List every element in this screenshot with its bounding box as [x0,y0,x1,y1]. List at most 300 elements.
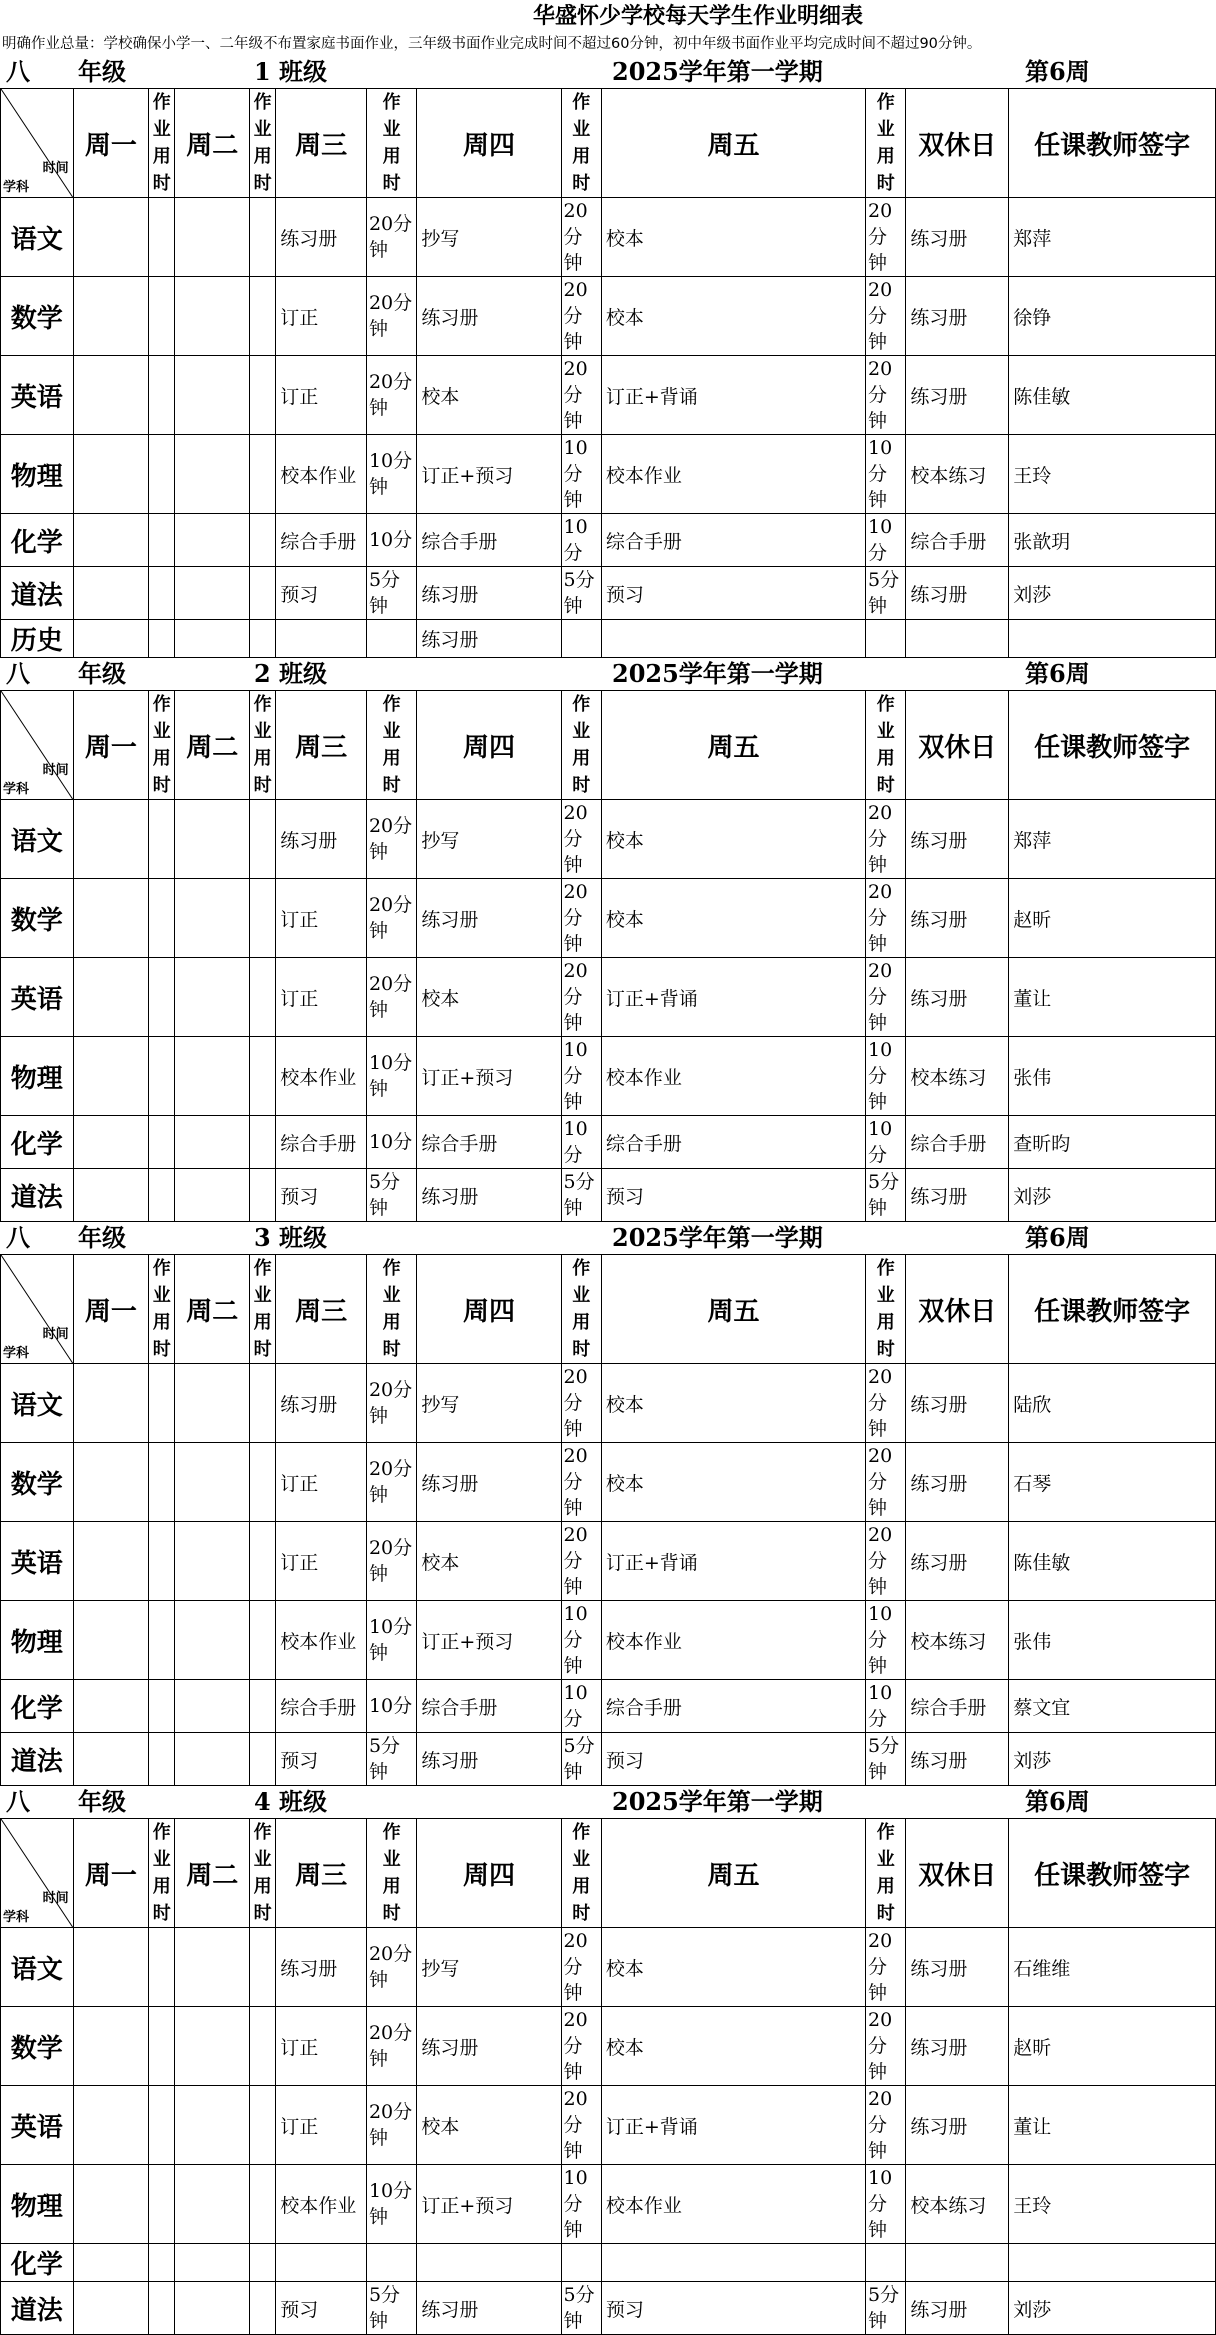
fri-time-cell: 20分钟 [866,356,906,435]
col-tue-time-header [250,691,276,800]
teacher-cell: 陈佳敏 [1009,1522,1216,1601]
tue-time-cell [250,2165,276,2244]
term-label: 2025学年第一学期 [612,659,823,688]
block-header [0,1222,1216,1254]
grade-value: 八 [6,1787,30,1816]
tue-time-cell [250,879,276,958]
mon-time-cell [149,2165,175,2244]
teacher-cell: 查昕昀 [1009,1116,1216,1169]
class-block [0,658,1216,1222]
subject-cell: 英语 [1,958,74,1037]
class-block [0,1786,1216,2335]
subject-cell: 数学 [1,1443,74,1522]
fri-cell: 预习 [601,1169,865,1222]
subject-cell: 语文 [1,198,74,277]
col-tue-time-text: 作业用时 [253,1258,272,1360]
mon-cell [73,2165,149,2244]
subject-row [1,1364,1216,1443]
col-wed-time-header [366,691,416,800]
subject-row [1,1601,1216,1680]
col-thu-header [417,1819,561,1928]
col-weekend-header [906,1255,1009,1364]
fri-cell: 校本作业 [601,435,865,514]
subject-row [1,356,1216,435]
col-thu-time-header [561,1255,601,1364]
subject-cell: 物理 [1,435,74,514]
wed-time-cell: 10分 [366,514,416,567]
subject-row [1,567,1216,620]
col-fri-time-text: 作业用时 [876,694,895,796]
tue-time-cell [250,1169,276,1222]
fri-time-cell: 20分钟 [866,277,906,356]
wed-time-cell: 20分钟 [366,1928,416,2007]
teacher-cell [1009,620,1216,658]
col-wed-text: 周三 [295,1860,348,1891]
fri-time-cell: 20分钟 [866,198,906,277]
fri-time-cell: 10分钟 [866,1601,906,1680]
teacher-cell: 赵昕 [1009,879,1216,958]
fri-cell: 预习 [601,2282,865,2335]
mon-cell [73,2282,149,2335]
tue-cell [175,277,250,356]
col-mon-time-header [149,1255,175,1364]
teacher-cell: 张伟 [1009,1037,1216,1116]
tue-time-cell [250,2007,276,2086]
tue-time-cell [250,620,276,658]
col-wed-time-header [366,1819,416,1928]
tue-time-cell [250,2282,276,2335]
thu-time-cell: 20分钟 [561,277,601,356]
tue-cell [175,2086,250,2165]
subject-row [1,1037,1216,1116]
teacher-cell: 王玲 [1009,435,1216,514]
mon-time-cell [149,1037,175,1116]
teacher-cell: 陈佳敏 [1009,356,1216,435]
wed-time-cell: 20分钟 [366,879,416,958]
col-tue-time-header [250,89,276,198]
teacher-cell: 董让 [1009,2086,1216,2165]
weekend-cell: 练习册 [906,1364,1009,1443]
thu-cell: 练习册 [417,1443,561,1522]
thu-cell: 抄写 [417,1364,561,1443]
fri-time-cell: 10分 [866,1116,906,1169]
thu-time-cell: 20分钟 [561,356,601,435]
col-weekend-text: 双休日 [918,130,997,161]
subject-cell: 历史 [1,620,74,658]
weekend-cell: 练习册 [906,2282,1009,2335]
col-tue-header [175,1819,250,1928]
thu-cell: 订正+预习 [417,1037,561,1116]
tue-time-cell [250,356,276,435]
thu-time-cell: 20分钟 [561,1364,601,1443]
tue-time-cell [250,1928,276,2007]
weekend-cell: 综合手册 [906,1116,1009,1169]
fri-time-cell [866,2244,906,2282]
weekend-cell: 练习册 [906,2086,1009,2165]
col-wed-time-text: 作业用时 [382,1822,401,1924]
week-label: 第6周 [1025,659,1090,688]
col-wed-header [276,691,367,800]
weekend-cell: 练习册 [906,1443,1009,1522]
col-tue-text: 周二 [186,1296,239,1327]
thu-time-cell: 20分钟 [561,800,601,879]
col-fri-time-text: 作业用时 [876,92,895,194]
tue-time-cell [250,567,276,620]
fri-cell: 订正+背诵 [601,356,865,435]
col-mon-time-text: 作业用时 [152,1258,171,1360]
mon-time-cell [149,958,175,1037]
wed-time-cell: 5分钟 [366,567,416,620]
weekend-cell: 练习册 [906,800,1009,879]
fri-time-cell: 20分钟 [866,2007,906,2086]
tue-cell [175,567,250,620]
subject-cell: 数学 [1,879,74,958]
grade-label: 年级 [78,1787,126,1816]
fri-cell: 校本 [601,879,865,958]
wed-cell: 预习 [276,1169,367,1222]
thu-time-cell: 20分钟 [561,1443,601,1522]
mon-time-cell [149,2007,175,2086]
wed-time-cell: 20分钟 [366,958,416,1037]
col-thu-text: 周四 [462,732,515,763]
col-mon-time-text: 作业用时 [152,92,171,194]
subject-row [1,2165,1216,2244]
tue-cell [175,2282,250,2335]
subject-cell: 物理 [1,1037,74,1116]
thu-time-cell: 5分钟 [561,567,601,620]
thu-cell: 订正+预习 [417,435,561,514]
col-teacher-text: 任课教师签字 [1034,1296,1191,1327]
fri-cell: 订正+背诵 [601,958,865,1037]
thu-time-cell: 20分钟 [561,2086,601,2165]
tue-cell [175,2165,250,2244]
col-wed-text: 周三 [295,130,348,161]
thu-cell: 练习册 [417,567,561,620]
mon-cell [73,1522,149,1601]
wed-cell [276,2244,367,2282]
wed-time-cell: 20分钟 [366,356,416,435]
fri-cell [601,2244,865,2282]
wed-cell: 综合手册 [276,1116,367,1169]
tue-cell [175,435,250,514]
tue-time-cell [250,1364,276,1443]
diag-time-label: 时间 [42,763,69,778]
subject-cell: 道法 [1,2282,74,2335]
col-tue-time-text: 作业用时 [253,1822,272,1924]
grade-label: 年级 [78,57,126,86]
weekend-cell: 练习册 [906,567,1009,620]
tue-time-cell [250,1522,276,1601]
mon-cell [73,567,149,620]
subject-cell: 道法 [1,567,74,620]
thu-time-cell: 20分钟 [561,958,601,1037]
mon-time-cell [149,198,175,277]
wed-cell: 预习 [276,567,367,620]
fri-cell: 校本 [601,1443,865,1522]
thu-time-cell: 10分钟 [561,435,601,514]
thu-cell: 校本 [417,2086,561,2165]
mon-time-cell [149,567,175,620]
subject-row [1,2244,1216,2282]
col-thu-time-text: 作业用时 [572,694,591,796]
fri-time-cell: 10分钟 [866,2165,906,2244]
wed-cell: 校本作业 [276,1037,367,1116]
wed-cell: 订正 [276,356,367,435]
col-thu-text: 周四 [462,1860,515,1891]
thu-cell: 练习册 [417,879,561,958]
thu-cell: 校本 [417,1522,561,1601]
tue-time-cell [250,198,276,277]
subject-row [1,620,1216,658]
tue-time-cell [250,1116,276,1169]
fri-time-cell: 5分钟 [866,2282,906,2335]
subject-row [1,1443,1216,1522]
fri-time-cell: 20分钟 [866,800,906,879]
weekend-cell: 练习册 [906,1733,1009,1786]
wed-cell: 预习 [276,2282,367,2335]
mon-cell [73,2244,149,2282]
col-fri-header [601,1255,865,1364]
fri-time-cell [866,620,906,658]
col-fri-time-text: 作业用时 [876,1258,895,1360]
weekend-cell: 综合手册 [906,1680,1009,1733]
thu-cell: 订正+预习 [417,1601,561,1680]
fri-cell: 校本 [601,2007,865,2086]
col-wed-header [276,1255,367,1364]
block-header [0,1786,1216,1818]
fri-cell [601,620,865,658]
wed-cell: 校本作业 [276,435,367,514]
diagonal-header-cell [1,1819,74,1928]
thu-time-cell: 10分 [561,1116,601,1169]
subject-row [1,198,1216,277]
diagonal-header-cell [1,1255,74,1364]
subject-cell: 化学 [1,1116,74,1169]
col-thu-time-header [561,1819,601,1928]
column-header-row [1,1819,1216,1928]
wed-time-cell: 10分钟 [366,435,416,514]
column-header-row [1,691,1216,800]
tue-cell [175,514,250,567]
mon-time-cell [149,1364,175,1443]
col-thu-time-header [561,89,601,198]
col-teacher-text: 任课教师签字 [1034,732,1191,763]
class-blocks [0,56,1216,2335]
wed-cell: 练习册 [276,1364,367,1443]
col-mon-text: 周一 [84,1860,137,1891]
column-header-row [1,89,1216,198]
col-tue-text: 周二 [186,130,239,161]
col-wed-text: 周三 [295,1296,348,1327]
mon-cell [73,198,149,277]
wed-cell: 预习 [276,1733,367,1786]
fri-time-cell: 5分钟 [866,1169,906,1222]
grade-value: 八 [6,57,30,86]
tue-cell [175,620,250,658]
col-mon-time-header [149,89,175,198]
tue-time-cell [250,958,276,1037]
mon-cell [73,1169,149,1222]
thu-cell: 练习册 [417,277,561,356]
subject-row [1,800,1216,879]
thu-cell: 校本 [417,958,561,1037]
thu-cell: 练习册 [417,2007,561,2086]
thu-cell: 抄写 [417,800,561,879]
block-header [0,56,1216,88]
diag-time-label: 时间 [42,161,69,176]
fri-cell: 综合手册 [601,514,865,567]
diag-subject-label: 学科 [3,180,30,195]
subject-row [1,1680,1216,1733]
wed-time-cell: 20分钟 [366,198,416,277]
thu-cell: 综合手册 [417,514,561,567]
grade-label: 年级 [78,1223,126,1252]
tue-time-cell [250,435,276,514]
mon-time-cell [149,2244,175,2282]
thu-cell: 综合手册 [417,1116,561,1169]
diag-subject-label: 学科 [3,1346,30,1361]
wed-time-cell: 10分钟 [366,1037,416,1116]
thu-time-cell: 10分 [561,514,601,567]
tue-cell [175,1116,250,1169]
mon-cell [73,356,149,435]
teacher-cell: 石琴 [1009,1443,1216,1522]
mon-cell [73,1037,149,1116]
thu-cell: 抄写 [417,1928,561,2007]
fri-cell: 订正+背诵 [601,1522,865,1601]
thu-cell: 综合手册 [417,1680,561,1733]
subject-row [1,958,1216,1037]
thu-time-cell: 20分钟 [561,2007,601,2086]
diag-subject-label: 学科 [3,1910,30,1925]
teacher-cell: 董让 [1009,958,1216,1037]
homework-table [0,1818,1216,2335]
subject-cell: 数学 [1,2007,74,2086]
wed-cell: 练习册 [276,800,367,879]
col-wed-header [276,89,367,198]
wed-cell: 订正 [276,1522,367,1601]
weekend-cell: 练习册 [906,1169,1009,1222]
fri-time-cell: 10分钟 [866,435,906,514]
fri-time-cell: 20分钟 [866,958,906,1037]
tue-cell [175,2007,250,2086]
tue-cell [175,1601,250,1680]
col-thu-header [417,691,561,800]
subject-cell: 物理 [1,1601,74,1680]
tue-time-cell [250,1601,276,1680]
teacher-cell [1009,2244,1216,2282]
col-wed-header [276,1819,367,1928]
wed-time-cell: 20分钟 [366,1443,416,1522]
col-fri-time-header [866,1819,906,1928]
mon-cell [73,2086,149,2165]
subject-cell: 语文 [1,1928,74,2007]
mon-time-cell [149,1443,175,1522]
col-tue-time-header [250,1255,276,1364]
wed-time-cell: 10分钟 [366,1601,416,1680]
col-mon-text: 周一 [84,1296,137,1327]
tue-cell [175,879,250,958]
mon-time-cell [149,1928,175,2007]
mon-cell [73,514,149,567]
col-fri-time-text: 作业用时 [876,1822,895,1924]
fri-cell: 综合手册 [601,1116,865,1169]
col-weekend-header [906,691,1009,800]
mon-cell [73,958,149,1037]
fri-time-cell: 10分钟 [866,1037,906,1116]
homework-table [0,88,1216,658]
col-tue-text: 周二 [186,1860,239,1891]
class-block [0,1222,1216,1786]
wed-cell [276,620,367,658]
thu-cell: 练习册 [417,620,561,658]
mon-time-cell [149,879,175,958]
weekend-cell: 校本练习 [906,435,1009,514]
thu-cell: 订正+预习 [417,2165,561,2244]
col-thu-time-header [561,691,601,800]
thu-cell [417,2244,561,2282]
thu-time-cell: 5分钟 [561,1169,601,1222]
mon-cell [73,2007,149,2086]
teacher-cell: 王玲 [1009,2165,1216,2244]
mon-time-cell [149,800,175,879]
weekend-cell: 校本练习 [906,1601,1009,1680]
week-label: 第6周 [1025,1223,1090,1252]
col-tue-time-text: 作业用时 [253,92,272,194]
tue-cell [175,1364,250,1443]
col-mon-header [73,691,149,800]
workload-note: 明确作业总量：学校确保小学一、二年级不布置家庭书面作业，三年级书面作业完成时间不超过60分钟，初中年级书面作业平均完成时间不超过90分钟。 [2,36,982,52]
col-thu-header [417,1255,561,1364]
col-tue-time-text: 作业用时 [253,694,272,796]
col-mon-time-text: 作业用时 [152,694,171,796]
thu-time-cell: 20分钟 [561,1928,601,2007]
subject-cell: 语文 [1,800,74,879]
mon-time-cell [149,1169,175,1222]
grade-value: 八 [6,659,30,688]
mon-time-cell [149,2086,175,2165]
wed-cell: 订正 [276,879,367,958]
teacher-cell: 蔡文宜 [1009,1680,1216,1733]
wed-time-cell: 20分钟 [366,800,416,879]
col-mon-header [73,89,149,198]
wed-time-cell: 20分钟 [366,2086,416,2165]
fri-cell: 校本 [601,277,865,356]
tue-time-cell [250,2086,276,2165]
teacher-cell: 赵昕 [1009,2007,1216,2086]
tue-time-cell [250,2244,276,2282]
fri-time-cell: 20分钟 [866,879,906,958]
thu-cell: 练习册 [417,1169,561,1222]
col-thu-text: 周四 [462,130,515,161]
tue-cell [175,2244,250,2282]
tue-time-cell [250,1733,276,1786]
subject-row [1,2282,1216,2335]
wed-cell: 校本作业 [276,2165,367,2244]
mon-time-cell [149,1680,175,1733]
subject-row [1,514,1216,567]
mon-cell [73,1601,149,1680]
fri-cell: 校本作业 [601,1037,865,1116]
wed-time-cell [366,620,416,658]
subject-row [1,2086,1216,2165]
wed-cell: 综合手册 [276,514,367,567]
subject-row [1,277,1216,356]
weekend-cell: 练习册 [906,356,1009,435]
term-label: 2025学年第一学期 [612,57,823,86]
homework-table [0,690,1216,1222]
thu-time-cell: 10分 [561,1680,601,1733]
